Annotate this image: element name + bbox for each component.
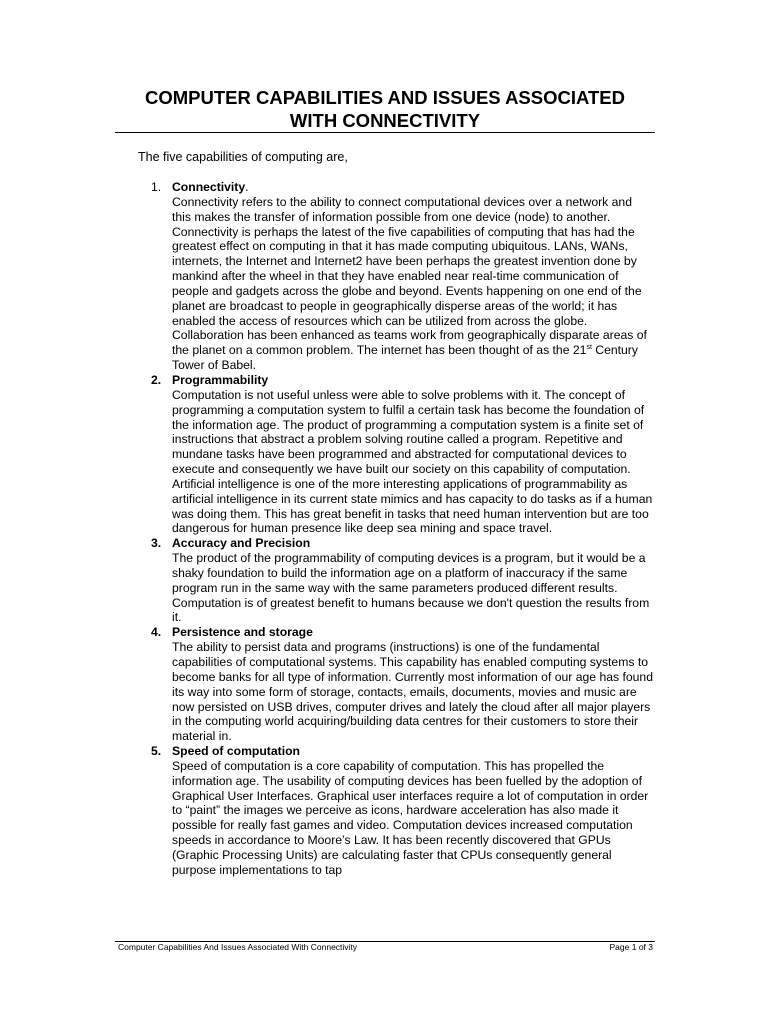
list-item-number: 1. [151, 180, 162, 194]
list-item-body: The ability to persist data and programs (instructions) is one of the fundamental capabilities of computational systems. This capability has enabled computing systems to become banks for all type of information. Currently most information of our age has found its way into some form of storage, contacts, emails, documents, movies and music are now persisted on USB drives, computer drives and lately the cloud after all major players in the computing world acquiring/building data centres for their customers to store their material in. [172, 640, 653, 744]
list-item-number: 5. [151, 744, 162, 759]
footer-page-number: Page 1 of 3 [609, 942, 653, 952]
list-item-title: Connectivity [172, 180, 246, 194]
list-item-body: Speed of computation is a core capability of computation. This has propelled the information age. The usability of computing devices has been fuelled by the adoption of Graphical User Interfaces. Graphical user interfaces require a lot of computation in order to “paint” the images we perceive as icons, hardware acceleration has also made it possible for really fast games and video. Computation devices increased computation speeds in accordance to Moore’s Law. It has been recently discovered that GPUs (Graphic Processing Units) are calculating faster that CPUs consequently general purpose implementations to tap [172, 758, 649, 877]
list-item-body: Computation is not useful unless were able to solve problems with it. The concept of programming a computation system to fulfil a certain task has become the foundation of the information age. The product of programming a computation system is a finite set of instructions that abstract a problem solving routine called a program. Repetitive and mundane tasks have been programmed and abstracted for computational devices to execute and consequently we have built our society on this capability of computation. Artificial intelligence is one of the more interesting applications of programmability as artificial intelligence in its current state mimics and has capacity to do tasks as if a human was doing them. This has great benefit in tasks that need human intervention but are too dangerous for human presence like deep sea mining and space travel. [172, 387, 653, 536]
list-item-title-suffix: . [245, 180, 249, 194]
list-item-number: 3. [151, 536, 162, 551]
page-title-line-1: COMPUTER CAPABILITIES AND ISSUES ASSOCIATED [144, 87, 625, 108]
list-item-title: Speed of computation [172, 744, 300, 759]
page-title [115, 86, 655, 132]
list-item-body [172, 195, 653, 373]
list-item-number: 2. [151, 372, 162, 387]
list-item-number: 4. [151, 625, 162, 640]
page-title-line-2: WITH CONNECTIVITY [289, 110, 481, 131]
footer-document-title: Computer Capabilities And Issues Associated With Connectivity [118, 942, 358, 952]
title-divider [115, 132, 655, 133]
list-item-body-text: Connectivity refers to the ability to connect computational devices over a network and this makes the transfer of information possible from one device (node) to another. Connectivity is perhaps the latest of the five capabilities of computing that has had the greatest effect on computing in that it has made computing ubiquitous. LANs, WANs, internets, the Internet and Internet2 have been perhaps the greatest invention done by mankind after the wheel in that they have enabled near real-time communication of people and gadgets across the globe and beyond. Events happening on one end of the planet are broadcast to people in geographically disperse areas of the world; it has enabled the access of resources which can be utilized from across the globe. Collaboration has been enhanced as teams work from geographically disparate areas of the planet on a common problem. The internet has been thought of as the 21 [172, 194, 647, 358]
ordinal-superscript: st [586, 344, 592, 352]
list-item-title: Programmability [172, 372, 269, 387]
list-item-title: Persistence and storage [172, 625, 313, 640]
list-item-title: Accuracy and Precision [172, 536, 311, 551]
list-item-speed [148, 744, 653, 878]
capabilities-list [148, 180, 653, 878]
list-item-connectivity [148, 180, 653, 373]
list-item-body: The product of the programmability of computing devices is a program, but it would be a shaky foundation to build the information age on a platform of inaccuracy if the same program run in the same way with the same parameters produced different results. Computation is of greatest benefit to humans because we don't question the results from it. [172, 551, 650, 625]
intro-text: The five capabilities of computing are, [138, 150, 348, 164]
list-item-body-text-end: Century Tower of Babel. [172, 343, 638, 373]
list-item-persistence [148, 625, 653, 744]
list-item-programmability [148, 373, 653, 536]
list-item-accuracy [148, 536, 653, 625]
